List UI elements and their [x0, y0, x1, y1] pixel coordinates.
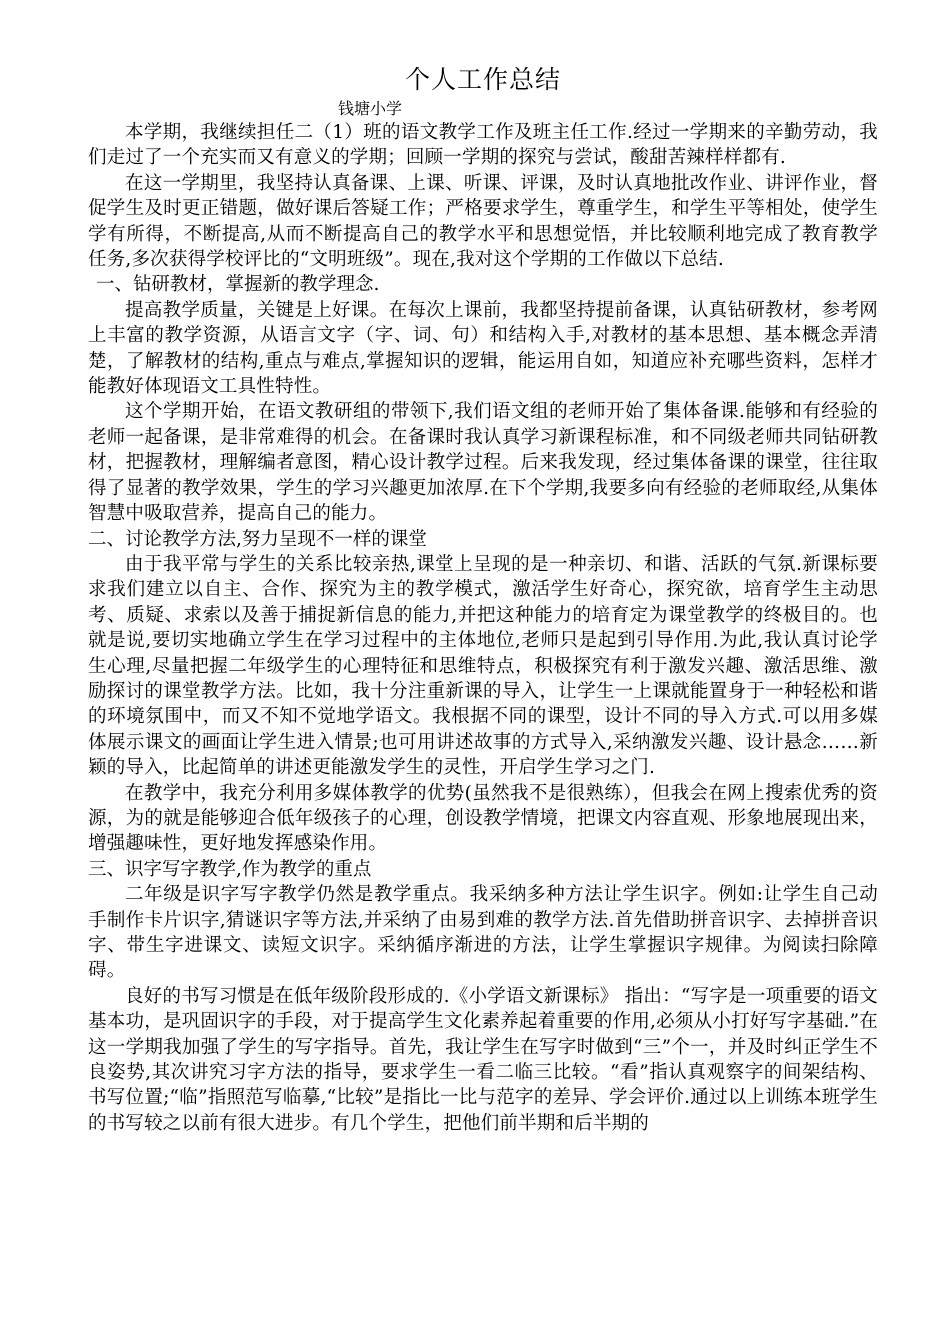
- paragraph-section3-b: 良好的书写习惯是在低年级阶段形成的.《小学语文新课标》 指出：“写字是一项重要的语文基本功，是巩固识字的手段，对于提高学生文化素养起着重要的作用,必须从小打好写字基础.”在这一学期我加强了学生的写字指导。首先，我让学生在写字时做到“三”个一，并及时纠正学生不良姿势,其次讲究习字方法的指导，要求学生一看二临三比较。“看”指认真观察字的间架结构、书写位置;“临”指照范写临摹,“比较”是指比一比与范字的差异、学会评价.通过以上训练本班学生的书写较之以前有很大进步。有几个学生，把他们前半期和后半期的: [88, 985, 878, 1134]
- section-heading-1: 一、钻研教材，掌握新的教学理念.: [96, 274, 380, 296]
- section-heading-2: 二、讨论教学方法,努力呈现不一样的课堂: [88, 528, 427, 550]
- paragraph-section1-b: 这个学期开始，在语文教研组的带领下,我们语文组的老师开始了集体备课.能够和有经验的老师一起备课，是非常难得的机会。在备课时我认真学习新课程标准，和不同级老师共同钻研教材，把握教材，理解编者意图，精心设计教学过程。后来我发现，经过集体备课的课堂，往往取得了显著的教学效果，学生的学习兴趣更加浓厚.在下个学期,我要多向有经验的老师取经,从集体智慧中吸取营养，提高自己的能力。: [88, 401, 878, 525]
- document-title: 个人工作总结: [404, 65, 561, 94]
- paragraph-intro: 本学期，我继续担任二（1）班的语文教学工作及班主任工作.经过一学期来的辛勤劳动，我们走过了一个充实而又有意义的学期；回顾一学期的探究与尝试，酸甜苦辣样样都有.: [88, 122, 878, 169]
- paragraph-section1-a: 提高教学质量，关键是上好课。在每次上课前，我都坚持提前备课，认真钻研教材，参考网上丰富的教学资源，从语言文字（字、词、句）和结构入手,对教材的基本思想、基本概念弄清楚，了解教材的结构,重点与难点,掌握知识的逻辑，能运用自如，知道应补充哪些资料，怎样才能教好体现语文工具性特性。: [88, 299, 878, 398]
- section-heading-3: 三、识字写字教学,作为教学的重点: [88, 858, 372, 880]
- school-name: 钱塘小学: [338, 99, 403, 118]
- paragraph-section3-a: 二年级是识字写字教学仍然是教学重点。我采纳多种方法让学生识字。例如:让学生自己动手制作卡片识字,猜谜识字等方法,并采纳了由易到难的教学方法.首先借助拼音识字、去掉拼音识字、带生字进课文、读短文识字。采纳循序渐进的方法，让学生掌握识字规律。为阅读扫除障碍。: [88, 884, 878, 982]
- paragraph-section2-a: 由于我平常与学生的关系比较亲热,课堂上呈现的是一种亲切、和谐、活跃的气氛.新课标要求我们建立以自主、合作、探究为主的教学模式，激活学生好奇心，探究欲，培育学生主动思考、质疑、求索以及善于捕捉新信息的能力,并把这种能力的培育定为课堂教学的终极目的。也就是说,要切实地确立学生在学习过程中的主体地位,老师只是起到引导作用.为此,我认真讨论学生心理,尽量把握二年级学生的心理特征和思维特点，积极探究有利于激发兴趣、激活思维、激励探讨的课堂教学方法。比如，我十分注重新课的导入，让学生一上课就能置身于一种轻松和谐的环境氛围中，而又不知不觉地学语文。我根据不同的课型，设计不同的导入方式.可以用多媒体展示课文的画面让学生进入情景;也可用讲述故事的方式导入,采纳激发兴趣、设计悬念……新颖的导入，比起简单的讲述更能激发学生的灵性，开启学生学习之门.: [88, 553, 878, 779]
- paragraph-section2-b: 在教学中，我充分利用多媒体教学的优势(虽然我不是很熟练），但我会在网上搜索优秀的资源，为的就是能够迎合低年级孩子的心理，创设教学情境，把课文内容直观、形象地展现出来，增强趣味性，更好地发挥感染作用。: [88, 782, 878, 855]
- document-page: [88, 62, 878, 1136]
- paragraph-overview: 在这一学期里，我坚持认真备课、上课、听课、评课，及时认真地批改作业、讲评作业，督促学生及时更正错题，做好课后答疑工作；严格要求学生，尊重学生，和学生平等相处，使学生学有所得，不断提高,从而不断提高自己的教学水平和思想觉悟，并比较顺利地完成了教育教学任务,多次获得学校评比的“文明班级”。现在,我对这个学期的工作做以下总结.: [88, 172, 878, 271]
